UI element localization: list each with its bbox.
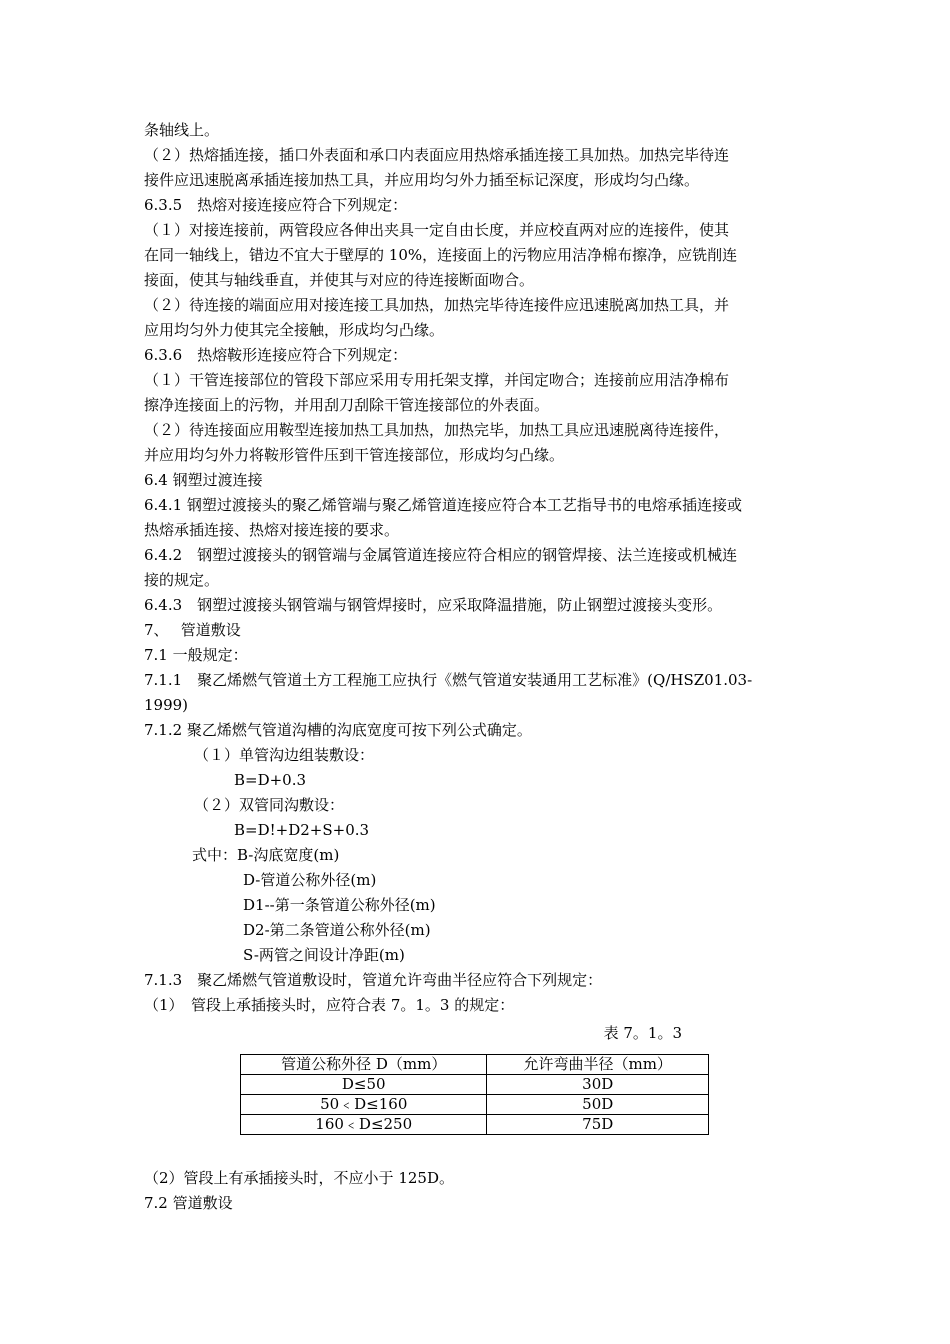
table-cell: 50﹤D≤160 <box>241 1095 487 1115</box>
text-line: （１）干管连接部位的管段下部应采用专用托架支撑，并闰定吻合；连接前应用洁净棉布 <box>144 371 730 389</box>
table-row <box>241 1115 709 1135</box>
table-row <box>241 1095 709 1115</box>
table-cell: 160﹤D≤250 <box>241 1115 487 1135</box>
text-line: （２）待连接面应用鞍型连接加热工具加热，加热完毕，加热工具应迅速脱离待连接件， <box>144 421 730 439</box>
text-line: 擦净连接面上的污物，并用刮刀刮除干管连接部位的外表面。 <box>144 396 550 414</box>
text-line: 接面，使其与轴线垂直，并使其与对应的待连接断面吻合。 <box>144 271 535 289</box>
formula-label-double: （２）双管同沟敷设： <box>194 796 345 814</box>
text-line: 并应用均匀外力将鞍形管件压到干管连接部位，形成均匀凸缘。 <box>144 446 565 464</box>
formula-where: 式中：B-沟底宽度(m) <box>192 846 340 864</box>
text-line: 6.4.1 钢塑过渡接头的聚乙烯管端与聚乙烯管道连接应符合本工艺指导书的电熔承插连接或 <box>144 496 742 514</box>
formula-def: S-两管之间设计净距(m) <box>243 946 405 964</box>
table-caption: 表 7。1。3 <box>603 1024 682 1042</box>
section-heading: 7.2 管道敷设 <box>144 1194 233 1212</box>
table-header-cell: 允许弯曲半径（mm） <box>487 1055 709 1075</box>
chapter-heading: 7、 管道敷设 <box>144 621 241 639</box>
formula-label-single: （１）单管沟边组装敷设： <box>194 746 375 764</box>
text-line: 接件应迅速脱离承插连接加热工具，并应用均匀外力插至标记深度，形成均匀凸缘。 <box>144 171 700 189</box>
text-line: （1） 管段上承插接头时，应符合表 7。1。3 的规定： <box>144 996 515 1014</box>
formula-block <box>144 743 808 968</box>
formula-def: D2-第二条管道公称外径(m) <box>243 921 431 939</box>
paragraph-lines <box>144 118 808 743</box>
text-line: （１）对接连接前，两管段应各伸出夹具一定自由长度，并应校直两对应的连接件，使其 <box>144 221 730 239</box>
text-line: （2）管段上有承插接头时，不应小于 125D。 <box>144 1169 454 1187</box>
table-cell: 30D <box>487 1075 709 1095</box>
bend-radius-table <box>240 1054 709 1135</box>
table-cell: D≤50 <box>241 1075 487 1095</box>
text-line: 7.1.1 聚乙烯燃气管道土方工程施工应执行《燃气管道安装通用工艺标准》(Q/HSZ01.03- <box>144 671 753 689</box>
table-header-row <box>241 1055 709 1075</box>
section-heading: 7.1.3 聚乙烯燃气管道敷设时，管道允许弯曲半径应符合下列规定： <box>144 971 603 989</box>
section-heading: 7.1 一般规定： <box>144 646 248 664</box>
formula-def: D1--第一条管道公称外径(m) <box>243 896 436 914</box>
text-line: 接的规定。 <box>144 571 220 589</box>
formula-double: B=D!+D2+S+0.3 <box>234 821 370 839</box>
text-line: （２）待连接的端面应用对接连接工具加热，加热完毕待连接件应迅速脱离加热工具，并 <box>144 296 730 314</box>
text-line: （２）热熔插连接，插口外表面和承口内表面应用热熔承插连接工具加热。加热完毕待连 <box>144 146 730 164</box>
text-line: 6.4.3 钢塑过渡接头钢管端与钢管焊接时，应采取降温措施，防止钢塑过渡接头变形。 <box>144 596 723 614</box>
table-cell: 75D <box>487 1115 709 1135</box>
text-line: 条轴线上。 <box>144 121 220 139</box>
text-line: 7.1.2 聚乙烯燃气管道沟槽的沟底宽度可按下列公式确定。 <box>144 721 532 739</box>
text-line: 热熔承插连接、热熔对接连接的要求。 <box>144 521 400 539</box>
text-line: 应用均匀外力使其完全接触，形成均匀凸缘。 <box>144 321 445 339</box>
section-heading: 6.3.5 热熔对接连接应符合下列规定： <box>144 196 408 214</box>
formula-def: D-管道公称外径(m) <box>243 871 377 889</box>
document-page <box>144 118 808 1216</box>
table-header-cell: 管道公称外径 D（mm） <box>241 1055 487 1075</box>
table-row <box>241 1075 709 1095</box>
section-heading: 6.4 钢塑过渡连接 <box>144 471 263 489</box>
text-line: 6.4.2 钢塑过渡接头的钢管端与金属管道连接应符合相应的钢管焊接、法兰连接或机械连 <box>144 546 738 564</box>
text-line: 在同一轴线上，错边不宜大于壁厚的 10%，连接面上的污物应用洁净棉布擦净，应铣削连 <box>144 246 738 264</box>
table-cell: 50D <box>487 1095 709 1115</box>
formula-single: B=D+0.3 <box>234 771 307 789</box>
spacer <box>144 1135 808 1166</box>
text-line: 1999) <box>144 696 189 714</box>
section-heading: 6.3.6 热熔鞍形连接应符合下列规定： <box>144 346 408 364</box>
